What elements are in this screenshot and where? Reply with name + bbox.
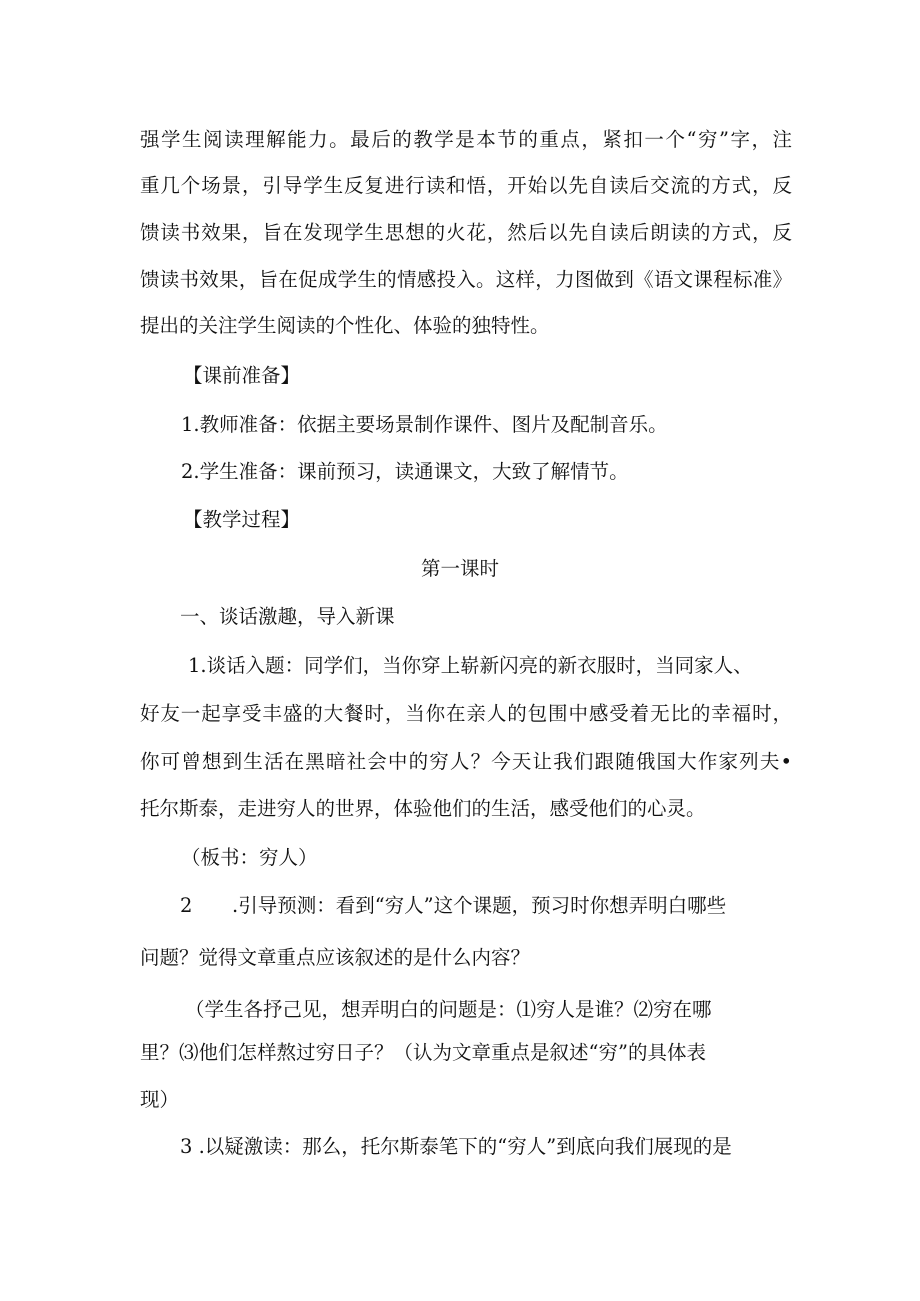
step2-answer-2: 里？⑶他们怎样熬过穷日子？（认为文章重点是叙述“穷”的具体表	[140, 1041, 706, 1064]
step2-line-1: .引导预测：看到“穷人”这个课题，预习时你想弄明白哪些	[232, 894, 727, 917]
intro-line-3: 馈读书效果，旨在发现学生思想的火花，然后以先自读后朗读的方式，反	[140, 221, 792, 244]
step1-line-2: 好友一起享受丰盛的大餐时，当你在亲人的包围中感受着无比的幸福时，	[140, 702, 792, 725]
intro-line-1: 强学生阅读理解能力。最后的教学是本节的重点，紧扣一个“穷”字，注	[140, 128, 792, 151]
lesson-title: 第一课时	[420, 557, 499, 580]
intro-line-2: 重几个场景，引导学生反复进行读和悟，开始以先自读后交流的方式，反	[140, 174, 792, 197]
preparation-item-1: 1.教师准备：依据主要场景制作课件、图片及配制音乐。	[181, 413, 668, 436]
preparation-heading: 【课前准备】	[183, 364, 301, 387]
section-title: 一、谈话激趣，导入新课	[180, 605, 395, 628]
step2-answer-3: 现）	[140, 1088, 180, 1111]
process-heading: 【教学过程】	[183, 508, 301, 531]
board-note: （板书：穷人）	[181, 846, 318, 869]
intro-line-5: 提出的关注学生阅读的个性化、体验的独特性。	[140, 314, 550, 337]
step1-line-1: 1.谈话入题：同学们，当你穿上崭新闪亮的新衣服时，当同家人、	[188, 654, 753, 677]
intro-line-4: 馈读书效果，旨在促成学生的情感投入。这样，力图做到《语文课程标准》	[140, 268, 792, 291]
step1-line-3: 你可曾想到生活在黑暗社会中的穷人？今天让我们跟随俄国大作家列夫•	[140, 750, 792, 773]
step2-line-2: 问题？觉得文章重点应该叙述的是什么内容？	[140, 946, 531, 969]
step2-number: 2	[180, 894, 193, 917]
step3-line-1: 3 .以疑激读：那么，托尔斯泰笔下的“穷人”到底向我们展现的是	[180, 1135, 732, 1158]
step1-line-4: 托尔斯泰，走进穷人的世界，体验他们的生活，感受他们的心灵。	[140, 797, 706, 820]
step2-answer-1: （学生各抒己见，想弄明白的问题是：⑴穷人是谁？⑵穷在哪	[185, 998, 712, 1021]
preparation-item-2: 2.学生准备：课前预习，读通课文，大致了解情节。	[181, 460, 629, 483]
